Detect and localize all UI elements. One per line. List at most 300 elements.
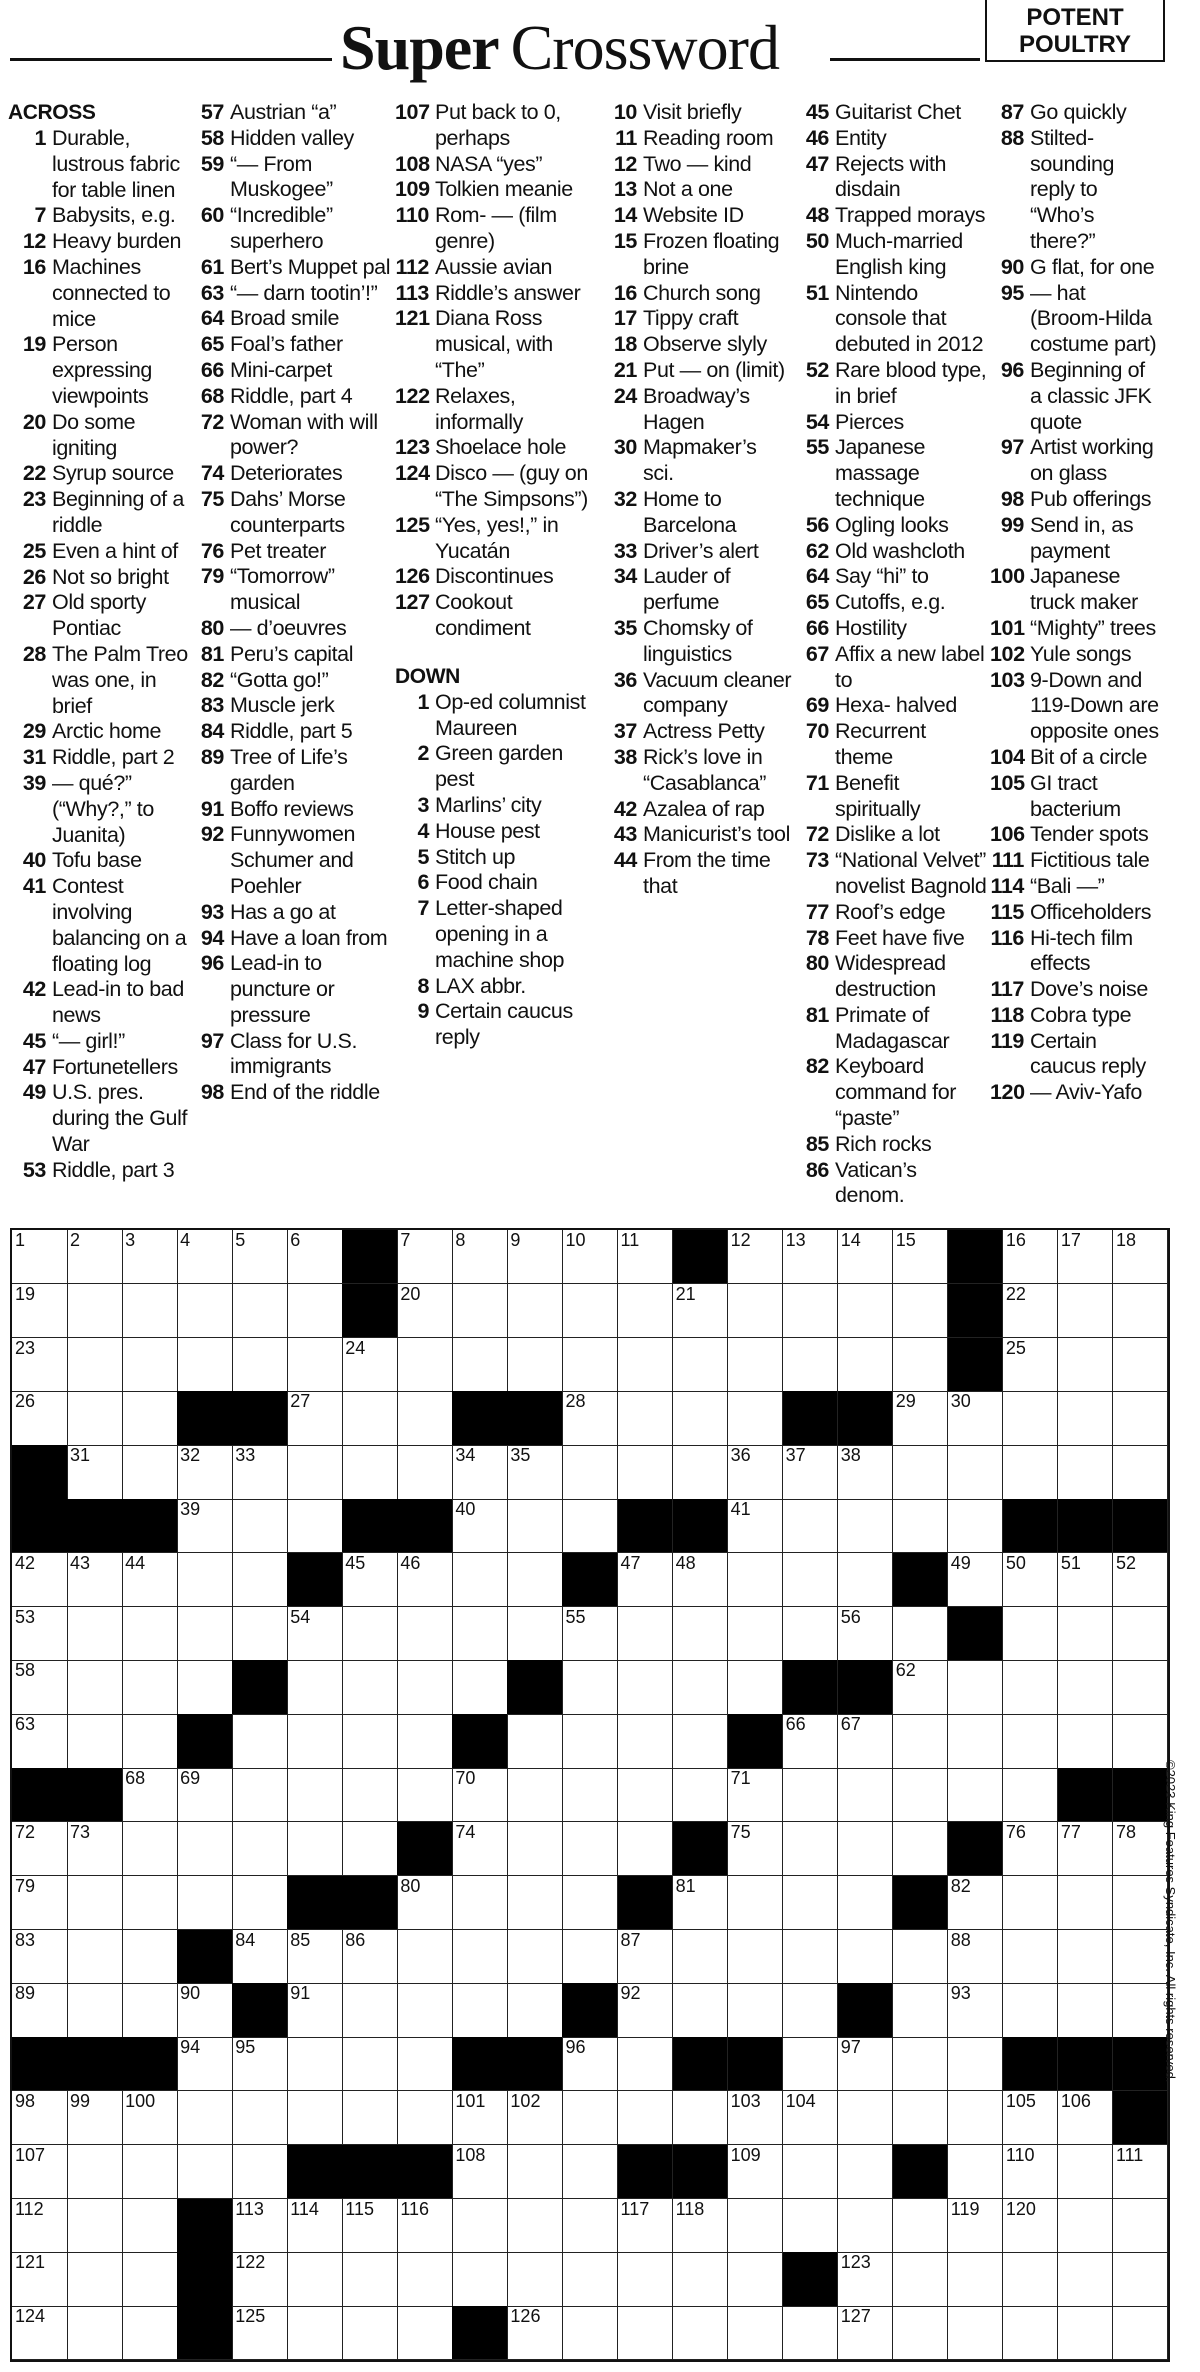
grid-cell[interactable] — [893, 2252, 949, 2306]
grid-cell[interactable] — [728, 1983, 784, 2037]
grid-cell[interactable] — [948, 1553, 1004, 1607]
grid-cell[interactable] — [122, 1338, 178, 1392]
grid-cell[interactable] — [838, 2199, 894, 2253]
grid-cell[interactable] — [783, 1876, 839, 1930]
grid-cell[interactable] — [728, 1553, 784, 1607]
grid-cell[interactable] — [783, 2145, 839, 2199]
grid-cell[interactable] — [948, 1660, 1004, 1714]
grid-cell[interactable] — [893, 1499, 949, 1553]
grid-cell[interactable] — [893, 2199, 949, 2253]
grid-cell[interactable] — [122, 2306, 178, 2360]
grid-cell[interactable] — [507, 1876, 563, 1930]
grid-cell[interactable] — [728, 2145, 784, 2199]
grid-cell[interactable] — [232, 2199, 288, 2253]
grid-cell[interactable] — [287, 1230, 343, 1284]
grid-cell[interactable] — [673, 1338, 729, 1392]
grid-cell[interactable] — [507, 1822, 563, 1876]
grid-cell[interactable] — [342, 1338, 398, 1392]
grid-cell[interactable] — [1058, 2199, 1114, 2253]
grid-cell[interactable] — [342, 1822, 398, 1876]
grid-cell[interactable] — [562, 2145, 618, 2199]
grid-cell[interactable] — [122, 1391, 178, 1445]
grid-cell[interactable] — [397, 1553, 453, 1607]
grid-cell[interactable] — [673, 2091, 729, 2145]
grid-cell[interactable] — [1113, 1553, 1169, 1607]
grid-cell[interactable] — [342, 2199, 398, 2253]
grid-cell[interactable] — [1113, 1660, 1169, 1714]
grid-cell[interactable] — [1113, 1230, 1169, 1284]
grid-cell[interactable] — [177, 1338, 233, 1392]
grid-cell[interactable] — [673, 1607, 729, 1661]
grid-cell[interactable] — [728, 1445, 784, 1499]
grid-cell[interactable] — [1113, 1930, 1169, 1984]
grid-cell[interactable] — [618, 2037, 674, 2091]
grid-cell[interactable] — [1003, 1338, 1059, 1392]
grid-cell[interactable] — [67, 2306, 123, 2360]
grid-cell[interactable] — [232, 1445, 288, 1499]
grid-cell[interactable] — [562, 1499, 618, 1553]
grid-cell[interactable] — [12, 1822, 68, 1876]
grid-cell[interactable] — [342, 1607, 398, 1661]
grid-cell[interactable] — [507, 1983, 563, 2037]
grid-cell[interactable] — [12, 2252, 68, 2306]
grid-cell[interactable] — [1003, 1230, 1059, 1284]
grid-cell[interactable] — [397, 1391, 453, 1445]
grid-cell[interactable] — [562, 1660, 618, 1714]
grid-cell[interactable] — [452, 1607, 508, 1661]
grid-cell[interactable] — [122, 2252, 178, 2306]
grid-cell[interactable] — [1058, 1338, 1114, 1392]
grid-cell[interactable] — [783, 1499, 839, 1553]
grid-cell[interactable] — [893, 1284, 949, 1338]
grid-cell[interactable] — [893, 1768, 949, 1822]
grid-cell[interactable] — [452, 1822, 508, 1876]
grid-cell[interactable] — [12, 1714, 68, 1768]
grid-cell[interactable] — [507, 2306, 563, 2360]
grid-cell[interactable] — [177, 2091, 233, 2145]
grid-cell[interactable] — [728, 1876, 784, 1930]
grid-cell[interactable] — [452, 1930, 508, 1984]
grid-cell[interactable] — [1058, 2252, 1114, 2306]
grid-cell[interactable] — [232, 1499, 288, 1553]
grid-cell[interactable] — [562, 2252, 618, 2306]
grid-cell[interactable] — [893, 2306, 949, 2360]
grid-cell[interactable] — [1058, 2091, 1114, 2145]
grid-cell[interactable] — [232, 2252, 288, 2306]
grid-cell[interactable] — [12, 1284, 68, 1338]
grid-cell[interactable] — [1058, 1930, 1114, 1984]
grid-cell[interactable] — [1058, 1714, 1114, 1768]
grid-cell[interactable] — [232, 2037, 288, 2091]
grid-cell[interactable] — [507, 1930, 563, 1984]
grid-cell[interactable] — [12, 1930, 68, 1984]
grid-cell[interactable] — [452, 1230, 508, 1284]
grid-cell[interactable] — [838, 1822, 894, 1876]
grid-cell[interactable] — [562, 1876, 618, 1930]
grid-cell[interactable] — [507, 1445, 563, 1499]
grid-cell[interactable] — [1113, 1607, 1169, 1661]
grid-cell[interactable] — [1113, 1338, 1169, 1392]
grid-cell[interactable] — [838, 2306, 894, 2360]
grid-cell[interactable] — [67, 1607, 123, 1661]
grid-cell[interactable] — [177, 1607, 233, 1661]
grid-cell[interactable] — [562, 1768, 618, 1822]
grid-cell[interactable] — [122, 1607, 178, 1661]
grid-cell[interactable] — [342, 1714, 398, 1768]
grid-cell[interactable] — [122, 1876, 178, 1930]
grid-cell[interactable] — [728, 1607, 784, 1661]
grid-cell[interactable] — [397, 2037, 453, 2091]
grid-cell[interactable] — [232, 1338, 288, 1392]
grid-cell[interactable] — [838, 1714, 894, 1768]
grid-cell[interactable] — [67, 2199, 123, 2253]
grid-cell[interactable] — [122, 2091, 178, 2145]
grid-cell[interactable] — [122, 2199, 178, 2253]
grid-cell[interactable] — [67, 1714, 123, 1768]
grid-cell[interactable] — [838, 1338, 894, 1392]
grid-cell[interactable] — [1003, 1768, 1059, 1822]
grid-cell[interactable] — [1058, 2306, 1114, 2360]
grid-cell[interactable] — [177, 1284, 233, 1338]
grid-cell[interactable] — [838, 1499, 894, 1553]
grid-cell[interactable] — [562, 2091, 618, 2145]
grid-cell[interactable] — [1003, 1607, 1059, 1661]
grid-cell[interactable] — [618, 2306, 674, 2360]
grid-cell[interactable] — [673, 1445, 729, 1499]
grid-cell[interactable] — [838, 1230, 894, 1284]
grid-cell[interactable] — [12, 1391, 68, 1445]
grid-cell[interactable] — [893, 1391, 949, 1445]
grid-cell[interactable] — [12, 1553, 68, 1607]
grid-cell[interactable] — [562, 1822, 618, 1876]
grid-cell[interactable] — [232, 1822, 288, 1876]
grid-cell[interactable] — [728, 1391, 784, 1445]
grid-cell[interactable] — [673, 1768, 729, 1822]
grid-cell[interactable] — [67, 2145, 123, 2199]
grid-cell[interactable] — [893, 2091, 949, 2145]
grid-cell[interactable] — [562, 1391, 618, 1445]
grid-cell[interactable] — [342, 1768, 398, 1822]
grid-cell[interactable] — [673, 2252, 729, 2306]
grid-cell[interactable] — [122, 1983, 178, 2037]
grid-cell[interactable] — [948, 1768, 1004, 1822]
grid-cell[interactable] — [232, 1284, 288, 1338]
grid-cell[interactable] — [728, 1768, 784, 1822]
grid-cell[interactable] — [12, 1876, 68, 1930]
grid-cell[interactable] — [948, 1983, 1004, 2037]
grid-cell[interactable] — [397, 2252, 453, 2306]
grid-cell[interactable] — [618, 1714, 674, 1768]
grid-cell[interactable] — [673, 1714, 729, 1768]
grid-cell[interactable] — [397, 1983, 453, 2037]
grid-cell[interactable] — [838, 1284, 894, 1338]
grid-cell[interactable] — [397, 1768, 453, 1822]
grid-cell[interactable] — [618, 1930, 674, 1984]
grid-cell[interactable] — [287, 1822, 343, 1876]
grid-cell[interactable] — [1113, 1983, 1169, 2037]
grid-cell[interactable] — [397, 1714, 453, 1768]
grid-cell[interactable] — [618, 1338, 674, 1392]
grid-cell[interactable] — [342, 2091, 398, 2145]
grid-cell[interactable] — [673, 1660, 729, 1714]
grid-cell[interactable] — [452, 1499, 508, 1553]
grid-cell[interactable] — [728, 2199, 784, 2253]
grid-cell[interactable] — [67, 1284, 123, 1338]
grid-cell[interactable] — [1003, 1660, 1059, 1714]
grid-cell[interactable] — [1003, 1876, 1059, 1930]
grid-cell[interactable] — [728, 2306, 784, 2360]
grid-cell[interactable] — [1003, 2199, 1059, 2253]
grid-cell[interactable] — [783, 1930, 839, 1984]
grid-cell[interactable] — [452, 1338, 508, 1392]
grid-cell[interactable] — [452, 2199, 508, 2253]
grid-cell[interactable] — [893, 1714, 949, 1768]
grid-cell[interactable] — [783, 2037, 839, 2091]
grid-cell[interactable] — [1003, 2252, 1059, 2306]
grid-cell[interactable] — [1058, 1445, 1114, 1499]
grid-cell[interactable] — [507, 2145, 563, 2199]
grid-cell[interactable] — [342, 1445, 398, 1499]
grid-cell[interactable] — [177, 2145, 233, 2199]
grid-cell[interactable] — [948, 2306, 1004, 2360]
grid-cell[interactable] — [67, 1391, 123, 1445]
grid-cell[interactable] — [287, 2252, 343, 2306]
grid-cell[interactable] — [232, 2145, 288, 2199]
grid-cell[interactable] — [1003, 1553, 1059, 1607]
grid-cell[interactable] — [618, 1660, 674, 1714]
grid-cell[interactable] — [1113, 2199, 1169, 2253]
grid-cell[interactable] — [67, 1553, 123, 1607]
grid-cell[interactable] — [838, 1876, 894, 1930]
grid-cell[interactable] — [948, 2252, 1004, 2306]
grid-cell[interactable] — [562, 2306, 618, 2360]
grid-cell[interactable] — [397, 1607, 453, 1661]
grid-cell[interactable] — [783, 2306, 839, 2360]
grid-cell[interactable] — [948, 2199, 1004, 2253]
grid-cell[interactable] — [287, 1391, 343, 1445]
grid-cell[interactable] — [397, 2199, 453, 2253]
grid-cell[interactable] — [507, 2252, 563, 2306]
grid-cell[interactable] — [342, 1553, 398, 1607]
grid-cell[interactable] — [618, 1983, 674, 2037]
grid-cell[interactable] — [287, 1445, 343, 1499]
grid-cell[interactable] — [893, 1660, 949, 1714]
grid-cell[interactable] — [893, 1822, 949, 1876]
grid-cell[interactable] — [728, 1284, 784, 1338]
grid-cell[interactable] — [452, 1553, 508, 1607]
grid-cell[interactable] — [122, 2145, 178, 2199]
grid-cell[interactable] — [1003, 2091, 1059, 2145]
grid-cell[interactable] — [452, 2091, 508, 2145]
grid-cell[interactable] — [122, 1714, 178, 1768]
grid-cell[interactable] — [232, 1930, 288, 1984]
grid-cell[interactable] — [728, 1499, 784, 1553]
grid-cell[interactable] — [67, 1983, 123, 2037]
grid-cell[interactable] — [562, 1930, 618, 1984]
grid-cell[interactable] — [1113, 1876, 1169, 1930]
grid-cell[interactable] — [838, 2037, 894, 2091]
grid-cell[interactable] — [287, 1768, 343, 1822]
grid-cell[interactable] — [673, 1553, 729, 1607]
grid-cell[interactable] — [507, 1553, 563, 1607]
grid-cell[interactable] — [287, 2199, 343, 2253]
grid-cell[interactable] — [342, 2252, 398, 2306]
grid-cell[interactable] — [287, 1499, 343, 1553]
grid-cell[interactable] — [122, 1553, 178, 1607]
grid-cell[interactable] — [783, 1768, 839, 1822]
grid-cell[interactable] — [12, 2199, 68, 2253]
grid-cell[interactable] — [12, 1660, 68, 1714]
grid-cell[interactable] — [1113, 1714, 1169, 1768]
grid-cell[interactable] — [287, 2091, 343, 2145]
grid-cell[interactable] — [12, 1230, 68, 1284]
grid-cell[interactable] — [893, 1930, 949, 1984]
grid-cell[interactable] — [783, 1445, 839, 1499]
grid-cell[interactable] — [618, 1230, 674, 1284]
grid-cell[interactable] — [177, 1768, 233, 1822]
grid-cell[interactable] — [783, 2091, 839, 2145]
grid-cell[interactable] — [728, 1930, 784, 1984]
grid-cell[interactable] — [1058, 1230, 1114, 1284]
grid-cell[interactable] — [838, 1445, 894, 1499]
grid-cell[interactable] — [562, 1230, 618, 1284]
grid-cell[interactable] — [673, 2199, 729, 2253]
grid-cell[interactable] — [287, 1660, 343, 1714]
grid-cell[interactable] — [1113, 1284, 1169, 1338]
grid-cell[interactable] — [67, 1338, 123, 1392]
grid-cell[interactable] — [287, 1983, 343, 2037]
grid-cell[interactable] — [67, 1660, 123, 1714]
grid-cell[interactable] — [562, 1445, 618, 1499]
grid-cell[interactable] — [177, 1876, 233, 1930]
grid-cell[interactable] — [232, 1768, 288, 1822]
grid-cell[interactable] — [232, 1553, 288, 1607]
grid-cell[interactable] — [397, 1284, 453, 1338]
grid-cell[interactable] — [783, 1983, 839, 2037]
grid-cell[interactable] — [12, 2091, 68, 2145]
grid-cell[interactable] — [122, 1930, 178, 1984]
grid-cell[interactable] — [838, 1607, 894, 1661]
grid-cell[interactable] — [618, 2252, 674, 2306]
grid-cell[interactable] — [232, 2306, 288, 2360]
grid-cell[interactable] — [397, 1660, 453, 1714]
grid-cell[interactable] — [618, 1607, 674, 1661]
grid-cell[interactable] — [728, 1822, 784, 1876]
grid-cell[interactable] — [67, 1230, 123, 1284]
grid-cell[interactable] — [122, 1230, 178, 1284]
grid-cell[interactable] — [507, 1284, 563, 1338]
grid-cell[interactable] — [342, 2037, 398, 2091]
grid-cell[interactable] — [1113, 1391, 1169, 1445]
grid-cell[interactable] — [1058, 1660, 1114, 1714]
grid-cell[interactable] — [893, 1230, 949, 1284]
grid-cell[interactable] — [177, 1499, 233, 1553]
grid-cell[interactable] — [232, 1876, 288, 1930]
grid-cell[interactable] — [122, 1660, 178, 1714]
grid-cell[interactable] — [507, 2199, 563, 2253]
grid-cell[interactable] — [67, 2091, 123, 2145]
grid-cell[interactable] — [893, 1338, 949, 1392]
grid-cell[interactable] — [893, 2037, 949, 2091]
grid-cell[interactable] — [618, 2091, 674, 2145]
grid-cell[interactable] — [452, 2252, 508, 2306]
grid-cell[interactable] — [838, 2252, 894, 2306]
grid-cell[interactable] — [948, 2037, 1004, 2091]
grid-cell[interactable] — [673, 1284, 729, 1338]
grid-cell[interactable] — [287, 2306, 343, 2360]
grid-cell[interactable] — [838, 1930, 894, 1984]
grid-cell[interactable] — [12, 1983, 68, 2037]
grid-cell[interactable] — [177, 1660, 233, 1714]
grid-cell[interactable] — [673, 1930, 729, 1984]
grid-cell[interactable] — [618, 1768, 674, 1822]
grid-cell[interactable] — [67, 1822, 123, 1876]
grid-cell[interactable] — [1003, 1822, 1059, 1876]
grid-cell[interactable] — [728, 2091, 784, 2145]
grid-cell[interactable] — [783, 1284, 839, 1338]
grid-cell[interactable] — [838, 1553, 894, 1607]
grid-cell[interactable] — [1058, 1822, 1114, 1876]
grid-cell[interactable] — [397, 1445, 453, 1499]
grid-cell[interactable] — [1058, 1983, 1114, 2037]
grid-cell[interactable] — [562, 1338, 618, 1392]
grid-cell[interactable] — [12, 2306, 68, 2360]
grid-cell[interactable] — [507, 1499, 563, 1553]
grid-cell[interactable] — [1113, 2145, 1169, 2199]
grid-cell[interactable] — [452, 1284, 508, 1338]
grid-cell[interactable] — [1003, 1714, 1059, 1768]
grid-cell[interactable] — [673, 2306, 729, 2360]
grid-cell[interactable] — [507, 1607, 563, 1661]
grid-cell[interactable] — [232, 1607, 288, 1661]
grid-cell[interactable] — [397, 1930, 453, 1984]
grid-cell[interactable] — [1058, 1391, 1114, 1445]
grid-cell[interactable] — [1003, 1284, 1059, 1338]
grid-cell[interactable] — [562, 1284, 618, 1338]
grid-cell[interactable] — [177, 1983, 233, 2037]
grid-cell[interactable] — [452, 1876, 508, 1930]
grid-cell[interactable] — [1113, 1822, 1169, 1876]
grid-cell[interactable] — [1113, 2306, 1169, 2360]
grid-cell[interactable] — [177, 1553, 233, 1607]
grid-cell[interactable] — [783, 1607, 839, 1661]
grid-cell[interactable] — [507, 2091, 563, 2145]
grid-cell[interactable] — [1113, 1445, 1169, 1499]
grid-cell[interactable] — [893, 1983, 949, 2037]
grid-cell[interactable] — [122, 1284, 178, 1338]
grid-cell[interactable] — [12, 1607, 68, 1661]
grid-cell[interactable] — [67, 1930, 123, 1984]
grid-cell[interactable] — [342, 2306, 398, 2360]
grid-cell[interactable] — [507, 1714, 563, 1768]
grid-cell[interactable] — [948, 1876, 1004, 1930]
grid-cell[interactable] — [342, 1660, 398, 1714]
grid-cell[interactable] — [67, 1445, 123, 1499]
grid-cell[interactable] — [838, 2091, 894, 2145]
grid-cell[interactable] — [618, 2199, 674, 2253]
grid-cell[interactable] — [893, 1607, 949, 1661]
grid-cell[interactable] — [1003, 1930, 1059, 1984]
grid-cell[interactable] — [948, 1499, 1004, 1553]
grid-cell[interactable] — [177, 1230, 233, 1284]
grid-cell[interactable] — [507, 1338, 563, 1392]
grid-cell[interactable] — [287, 2037, 343, 2091]
grid-cell[interactable] — [673, 1876, 729, 1930]
grid-cell[interactable] — [67, 2252, 123, 2306]
grid-cell[interactable] — [67, 1876, 123, 1930]
grid-cell[interactable] — [1058, 1607, 1114, 1661]
grid-cell[interactable] — [783, 1553, 839, 1607]
